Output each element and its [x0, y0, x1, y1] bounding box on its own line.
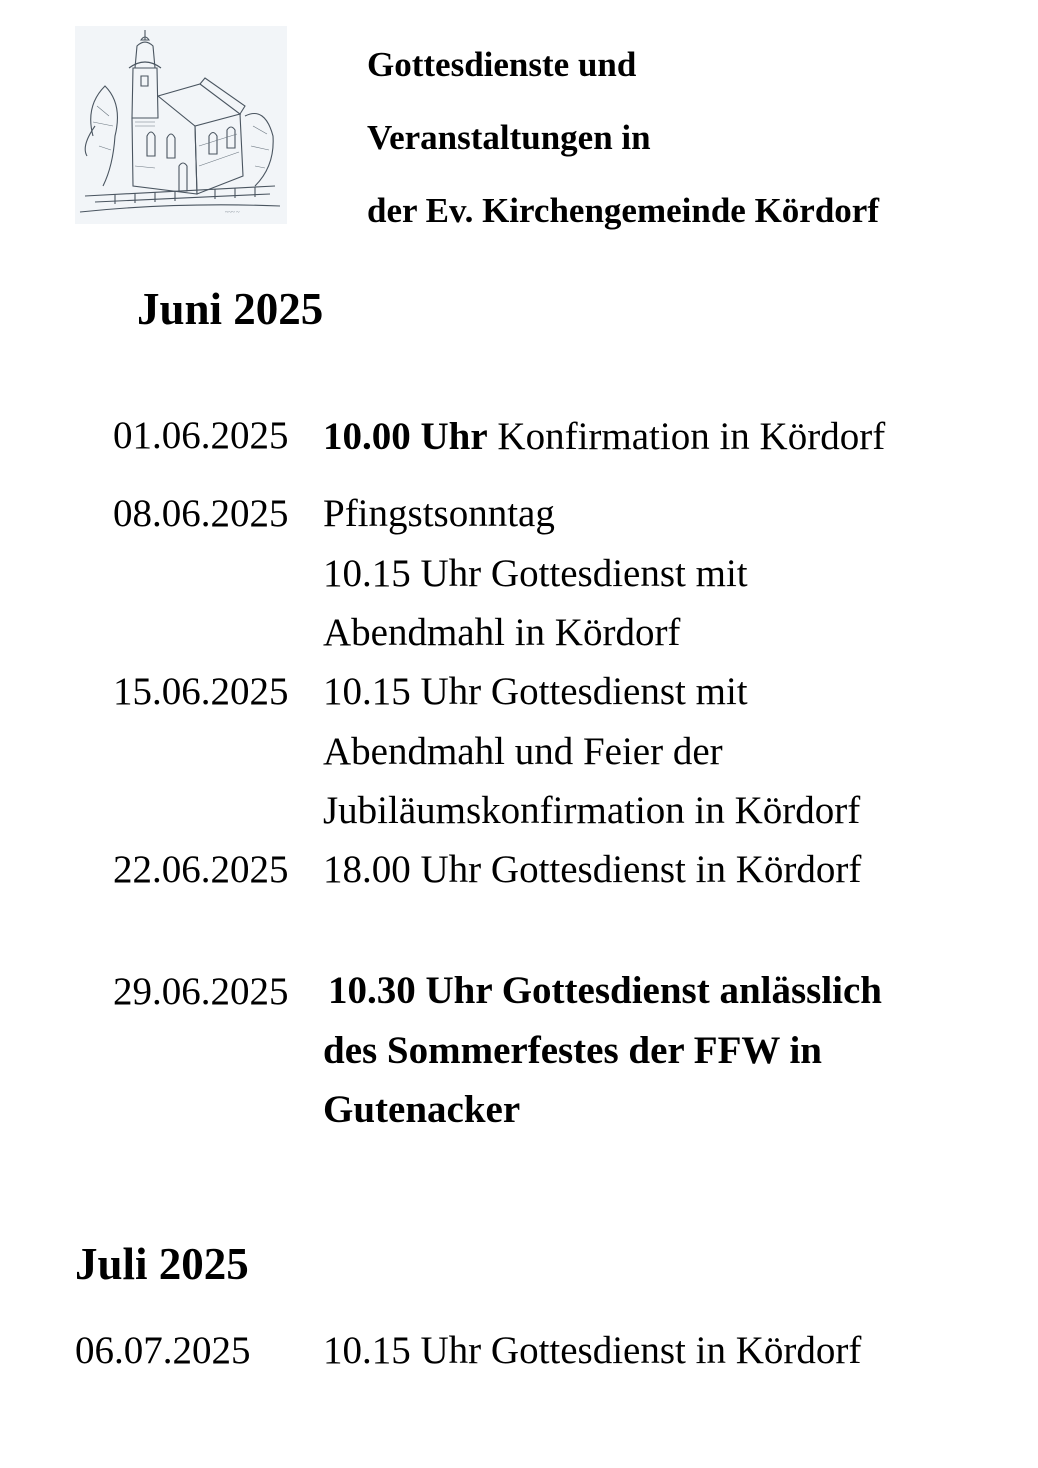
event-date: 06.07.2025 [75, 1329, 251, 1372]
church-sketch-logo [75, 26, 287, 224]
event-line: 10.15 Uhr Gottesdienst mit [323, 670, 748, 713]
event-text [323, 484, 748, 663]
event-date: 01.06.2025 [113, 414, 289, 457]
page-header [367, 28, 879, 247]
month-heading-juli: Juli 2025 [75, 1239, 249, 1289]
event-line: 18.00 Uhr Gottesdienst in Kördorf [323, 848, 862, 891]
event-date: 22.06.2025 [113, 848, 289, 891]
event-line: Pfingstsonntag [323, 492, 555, 535]
event-text [323, 840, 861, 900]
event-date: 08.06.2025 [113, 492, 289, 535]
event-date: 29.06.2025 [113, 970, 289, 1013]
event-line: Jubiläumskonfirmation in Kördorf [323, 789, 861, 832]
event-time: 10.00 Uhr [323, 415, 488, 458]
event-text [323, 1321, 861, 1381]
event-line: 10.15 Uhr Gottesdienst mit [323, 551, 748, 595]
header-title-line-2: Veranstaltungen in [367, 118, 651, 157]
event-line: 10.15 Uhr Gottesdienst in Kördorf [323, 1329, 862, 1372]
event-line: Abendmahl und Feier der [323, 729, 723, 773]
event-line: Abendmahl in Kördorf [323, 611, 681, 654]
event-text [323, 662, 860, 841]
event-description: Konfirmation in Kördorf [487, 415, 886, 458]
svg-text:~~~ ~: ~~~ ~ [225, 210, 240, 216]
header-title-line-3: der Ev. Kirchengemeinde Kördorf [367, 191, 879, 230]
event-line: des Sommerfestes der FFW in [323, 1028, 822, 1072]
event-text [323, 407, 885, 467]
event-line: Gutenacker [323, 1088, 521, 1131]
event-text [323, 961, 882, 1140]
month-heading-juni: Juni 2025 [137, 284, 324, 334]
event-line: 10.30 Uhr Gottesdienst anlässlich [328, 969, 882, 1012]
event-date: 15.06.2025 [113, 670, 289, 713]
header-title-line-1: Gottesdienste und [367, 45, 637, 84]
